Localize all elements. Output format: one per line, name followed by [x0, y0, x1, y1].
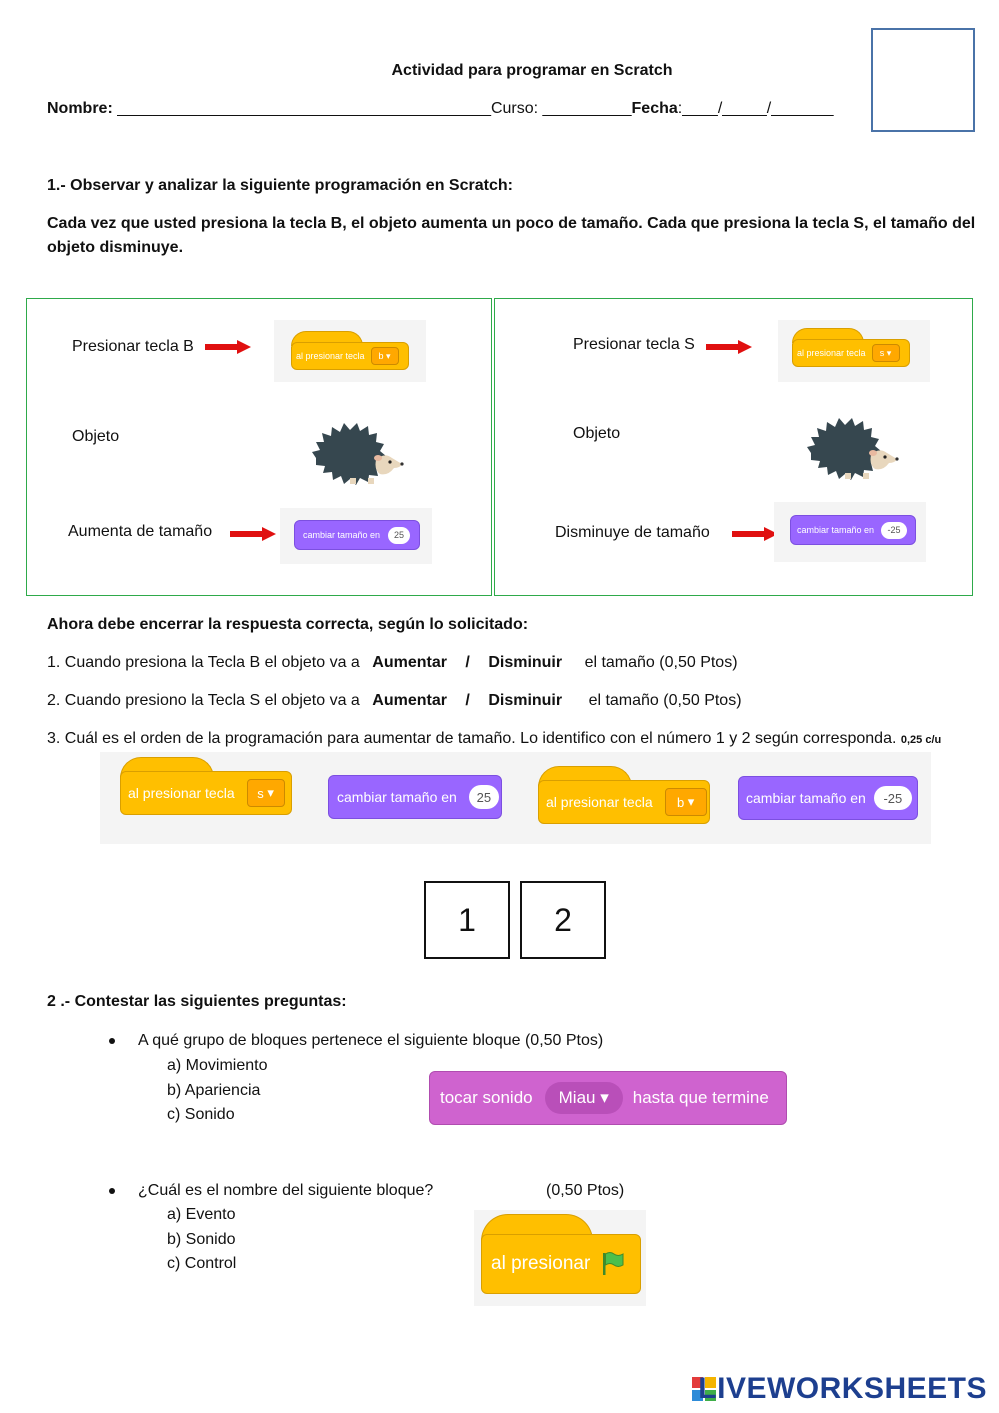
- header-fields: [47, 100, 834, 118]
- course-label: Curso:: [490, 100, 539, 117]
- event-block-b: [291, 342, 409, 370]
- hedgehog-icon: [310, 418, 405, 488]
- order-block-event-s[interactable]: al presionar tecla s ▾: [120, 771, 292, 815]
- question-2: 2. Cuando presiono la Tecla S el objeto va a Aumentar / Disminuir el tamaño (0,50 Ptos): [47, 692, 742, 709]
- option-c[interactable]: c) Control: [167, 1255, 237, 1272]
- option-b[interactable]: b) Sonido: [167, 1230, 236, 1248]
- key-dropdown: b ▾: [371, 347, 399, 365]
- order-block-looks-25[interactable]: cambiar tamaño en 25: [328, 775, 502, 819]
- question-2-options: [167, 1203, 236, 1277]
- size-value: -25: [881, 522, 907, 539]
- section1-heading: 1.- Observar y analizar la siguiente programación en Scratch:: [47, 177, 513, 194]
- looks-block-label: cambiar tamaño en: [797, 525, 875, 535]
- answer-box-2[interactable]: 2: [520, 881, 606, 959]
- answer-aumentar[interactable]: Aumentar: [372, 654, 447, 671]
- section2-question-2: ¿Cuál es el nombre del siguiente bloque?: [138, 1182, 434, 1199]
- answer-box-1[interactable]: 1: [424, 881, 510, 959]
- section2-question-1: A qué grupo de bloques pertenece el siguiente bloque (0,50 Ptos): [138, 1032, 604, 1049]
- section2-heading: 2 .- Contestar las siguientes preguntas:: [47, 993, 347, 1010]
- sound-dropdown: Miau ▾: [545, 1082, 623, 1114]
- bullet-icon: [109, 1038, 115, 1044]
- name-input[interactable]: __________________________________________: [117, 100, 491, 117]
- event-block-label: al presionar tecla: [797, 348, 866, 358]
- arrow-right-icon: [732, 527, 778, 541]
- photo-box: [871, 28, 975, 132]
- question-1: 1. Cuando presiona la Tecla B el objeto va a Aumentar / Disminuir el tamaño (0,50 Ptos): [47, 654, 738, 671]
- option-b[interactable]: b) Apariencia: [167, 1081, 261, 1099]
- answer-disminuir[interactable]: Disminuir: [488, 692, 563, 709]
- option-a[interactable]: a) Evento: [167, 1206, 236, 1223]
- arrow-right-icon: [230, 527, 276, 541]
- looks-block-minus: [790, 515, 916, 545]
- green-flag-icon: [600, 1251, 626, 1277]
- arrow-right-icon: [205, 340, 251, 354]
- question-1-options: [167, 1054, 267, 1128]
- looks-block-plus: [294, 520, 420, 550]
- page-title: Actividad para programar en Scratch: [391, 62, 673, 79]
- course-input[interactable]: __________: [542, 100, 632, 117]
- date-input[interactable]: :____/_____/_______: [677, 100, 834, 117]
- event-block-s: [792, 339, 910, 367]
- event-block-label: al presionar tecla: [296, 351, 365, 361]
- instruction: Ahora debe encerrar la respuesta correcta, según lo solicitado:: [47, 616, 529, 633]
- answer-aumentar[interactable]: Aumentar: [372, 692, 447, 709]
- arrow-right-icon: [706, 340, 752, 354]
- section2-question-2-points: (0,50 Ptos): [546, 1182, 625, 1199]
- right-key-label: Presionar tecla S: [573, 336, 695, 353]
- size-value: 25: [388, 527, 410, 544]
- sound-block: tocar sonido Miau ▾ hasta que termine: [429, 1071, 787, 1125]
- left-action-label: Aumenta de tamaño: [68, 523, 213, 540]
- green-flag-block: al presionar: [481, 1234, 641, 1294]
- name-label: Nombre:: [47, 100, 113, 117]
- bullet-icon: [109, 1188, 115, 1194]
- answer-disminuir[interactable]: Disminuir: [488, 654, 563, 671]
- left-key-label: Presionar tecla B: [72, 338, 194, 355]
- date-label: Fecha: [631, 100, 678, 117]
- option-c[interactable]: c) Sonido: [167, 1106, 235, 1123]
- order-block-event-b[interactable]: al presionar tecla b ▾: [538, 780, 710, 824]
- left-object-label: Objeto: [72, 428, 120, 445]
- section1-intro: Cada vez que usted presiona la tecla B, el objeto aumenta un poco de tamaño. Cada que presiona la tecla S, el tamaño del objeto disminuye.: [47, 215, 976, 256]
- footer-brand: LIVEWORKSHEETS: [698, 1372, 987, 1405]
- hedgehog-icon: [805, 413, 900, 483]
- question-3: 3. Cuál es el orden de la programación para aumentar de tamaño. Lo identifico con el número 1 y 2 según corresponda. 0,25 c/u: [47, 730, 942, 747]
- option-a[interactable]: a) Movimiento: [167, 1057, 268, 1074]
- right-action-label: Disminuye de tamaño: [555, 524, 710, 541]
- right-object-label: Objeto: [573, 425, 621, 442]
- looks-block-label: cambiar tamaño en: [303, 530, 381, 540]
- key-dropdown: s ▾: [872, 344, 900, 362]
- order-block-looks-minus25[interactable]: cambiar tamaño en -25: [738, 776, 918, 820]
